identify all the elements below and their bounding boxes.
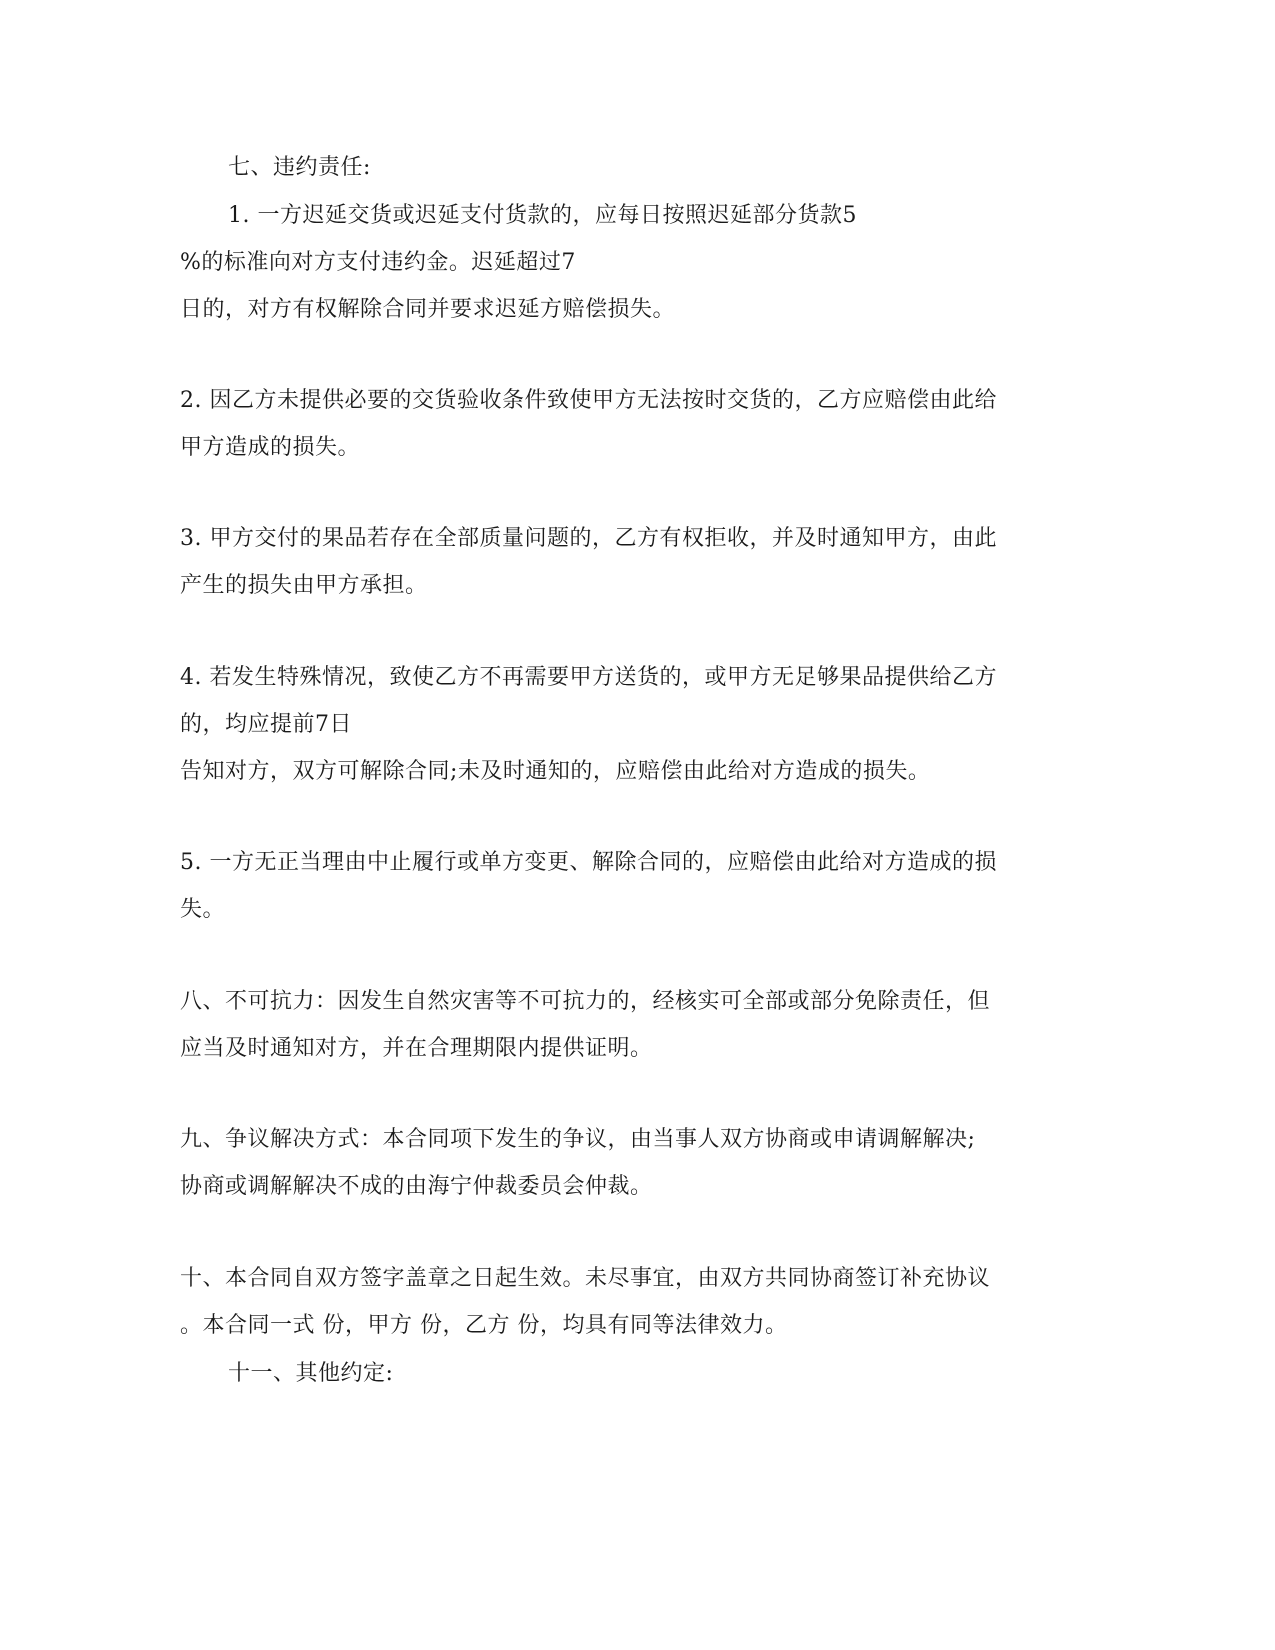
section-7-item-4-line-1: 4. 若发生特殊情况，致使乙方不再需要甲方送货的，或甲方无足够果品提供给乙方 — [180, 665, 997, 690]
section-8-line-1: 八、不可抗力：因发生自然灾害等不可抗力的，经核实可全部或部分免除责任，但 — [180, 989, 991, 1014]
section-7-item-1-line-1: 1. 一方迟延交货或迟延支付货款的，应每日按照迟延部分货款5 — [228, 203, 857, 228]
section-11-heading: 十一、其他约定: — [228, 1361, 394, 1386]
section-10-line-1: 十、本合同自双方签字盖章之日起生效。未尽事宜，由双方共同协商签订补充协议 — [180, 1266, 991, 1291]
section-7-item-4-line-2: 的，均应提前7日 — [180, 712, 352, 737]
section-7-item-2-line-2: 甲方造成的损失。 — [180, 435, 361, 460]
section-9-line-2: 协商或调解解决不成的由海宁仲裁委员会仲裁。 — [180, 1174, 653, 1199]
section-7-item-5-line-2: 失。 — [180, 897, 226, 922]
section-7-heading: 七、违约责任: — [228, 155, 371, 180]
section-7-item-4-line-3: 告知对方，双方可解除合同;未及时通知的，应赔偿由此给对方造成的损失。 — [180, 759, 931, 784]
section-7-item-5-line-1: 5. 一方无正当理由中止履行或单方变更、解除合同的，应赔偿由此给对方造成的损 — [180, 850, 997, 875]
section-9-line-1: 九、争议解决方式：本合同项下发生的争议，由当事人双方协商或申请调解解决; — [180, 1127, 976, 1152]
section-8-line-2: 应当及时通知对方，并在合理期限内提供证明。 — [180, 1036, 653, 1061]
section-7-item-3-line-1: 3. 甲方交付的果品若存在全部质量问题的，乙方有权拒收，并及时通知甲方，由此 — [180, 526, 997, 551]
section-7-item-1-line-2: %的标准向对方支付违约金。迟延超过7 — [180, 250, 576, 275]
section-7-item-3-line-2: 产生的损失由甲方承担。 — [180, 573, 428, 598]
section-7-item-1-line-3: 日的，对方有权解除合同并要求迟延方赔偿损失。 — [180, 297, 676, 322]
section-10-line-2: 。本合同一式 份，甲方 份，乙方 份，均具有同等法律效力。 — [180, 1313, 788, 1338]
section-7-item-2-line-1: 2. 因乙方未提供必要的交货验收条件致使甲方无法按时交货的，乙方应赔偿由此给 — [180, 388, 997, 413]
